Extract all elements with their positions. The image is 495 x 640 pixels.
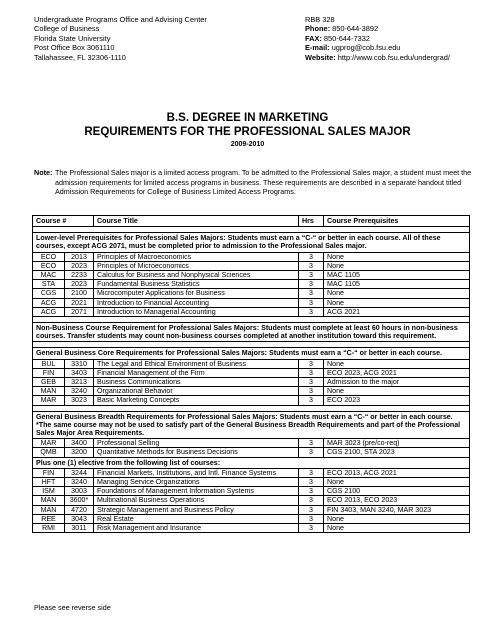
course-title: Multinational Business Operations — [94, 496, 299, 505]
course-title: Microcomputer Applications for Business — [94, 289, 299, 298]
course-row — [33, 524, 470, 533]
course-prefix: MAN — [33, 387, 65, 396]
course-prerequisites: None — [324, 298, 470, 307]
course-hours: 3 — [299, 271, 324, 280]
section-heading: General Business Core Requirements for Professional Sales Majors: Students must earn a “C-“ or better in each course. — [33, 348, 470, 359]
course-number: 4720 — [65, 505, 94, 514]
course-title: The Legal and Ethical Environment of Business — [94, 359, 299, 368]
course-title: Strategic Management and Business Policy — [94, 505, 299, 514]
course-number: 3403 — [65, 368, 94, 377]
section-heading-row — [33, 457, 470, 468]
contact-info — [305, 15, 450, 62]
course-title: Foundations of Management Information Systems — [94, 487, 299, 496]
course-prefix: ECO — [33, 252, 65, 261]
course-number: 3023 — [65, 396, 94, 405]
course-hours: 3 — [299, 289, 324, 298]
address-line: Tallahassee, FL 32306-1110 — [34, 52, 126, 62]
course-row — [33, 496, 470, 505]
course-prerequisites: MAC 1105 — [324, 280, 470, 289]
course-title: Introduction to Financial Accounting — [94, 298, 299, 307]
course-row — [33, 378, 470, 387]
course-title: Business Communications — [94, 378, 299, 387]
course-prefix: CGS — [33, 289, 65, 298]
course-row — [33, 448, 470, 457]
course-prerequisites: MAR 3023 (pre/co-req) — [324, 439, 470, 448]
course-row — [33, 261, 470, 270]
course-prerequisites: ECO 2013, ACG 2021 — [324, 468, 470, 477]
office-address — [34, 15, 207, 62]
course-title: Quantitative Methods for Business Decisions — [94, 448, 299, 457]
col-title: Course Title — [94, 216, 299, 227]
footer-note: Please see reverse side — [34, 603, 111, 612]
course-number: 3600* — [65, 496, 94, 505]
course-row — [33, 468, 470, 477]
course-prerequisites: ECO 2013, ECO 2023 — [324, 496, 470, 505]
phone-line: Phone: 850-644-3892 — [305, 24, 379, 34]
course-hours: 3 — [299, 368, 324, 377]
course-number: 2013 — [65, 252, 94, 261]
fax-line: FAX: 850-644-7332 — [305, 33, 370, 43]
course-prerequisites: None — [324, 514, 470, 523]
course-prefix: ISM — [33, 487, 65, 496]
course-prefix: RMI — [33, 524, 65, 533]
course-title: Calculus for Business and Nonphysical Sciences — [94, 271, 299, 280]
course-hours: 3 — [299, 487, 324, 496]
course-number: 3043 — [65, 514, 94, 523]
address-line: Florida State University — [34, 33, 111, 43]
course-hours: 3 — [299, 468, 324, 477]
col-course: Course # — [33, 216, 94, 227]
course-prerequisites: None — [324, 261, 470, 270]
course-row — [33, 487, 470, 496]
course-number: 3240 — [65, 478, 94, 487]
course-prefix: ECO — [33, 261, 65, 270]
course-title: Real Estate — [94, 514, 299, 523]
course-title: Principles of Microeconomics — [94, 261, 299, 270]
degree-title: B.S. DEGREE IN MARKETING — [166, 112, 329, 124]
course-prefix: MAN — [33, 496, 65, 505]
course-title: Principles of Macroeconomics — [94, 252, 299, 261]
course-prefix: ACG — [33, 307, 65, 316]
course-title: Introduction to Managerial Accounting — [94, 307, 299, 316]
address-line: Undergraduate Programs Office and Advising Center — [34, 15, 207, 24]
course-row — [33, 307, 470, 316]
course-number: 2023 — [65, 261, 94, 270]
course-prerequisites: Admission to the major — [324, 378, 470, 387]
course-number: 3003 — [65, 487, 94, 496]
course-row — [33, 359, 470, 368]
section-heading-row — [33, 233, 470, 252]
course-number: 3011 — [65, 524, 94, 533]
course-row — [33, 396, 470, 405]
section-heading: Plus one (1) elective from the following list of courses: — [33, 457, 470, 468]
course-title: Financial Markets, Institutions, and Intl. Finance Systems — [94, 468, 299, 477]
course-row — [33, 298, 470, 307]
course-hours: 3 — [299, 307, 324, 316]
course-prerequisites: FIN 3403, MAN 3240, MAR 3023 — [324, 505, 470, 514]
course-prefix: MAR — [33, 439, 65, 448]
course-prefix: MAN — [33, 505, 65, 514]
course-hours: 3 — [299, 280, 324, 289]
email-line: E-mail: ugprog@cob.fsu.edu — [305, 43, 401, 53]
course-prerequisites: None — [324, 359, 470, 368]
course-hours: 3 — [299, 478, 324, 487]
col-hrs: Hrs — [299, 216, 324, 227]
course-prefix: GEB — [33, 378, 65, 387]
section-heading-row — [33, 348, 470, 359]
course-number: 2233 — [65, 271, 94, 280]
course-prefix: MAR — [33, 396, 65, 405]
course-number: 3240 — [65, 387, 94, 396]
course-hours: 3 — [299, 298, 324, 307]
course-number: 2071 — [65, 307, 94, 316]
section-heading-row — [33, 411, 470, 439]
course-prerequisites: None — [324, 524, 470, 533]
course-hours: 3 — [299, 387, 324, 396]
course-prefix: ACG — [33, 298, 65, 307]
course-row — [33, 289, 470, 298]
course-prefix: FIN — [33, 368, 65, 377]
course-prefix: QMB — [33, 448, 65, 457]
course-title: Financial Management of the Firm — [94, 368, 299, 377]
course-hours: 3 — [299, 505, 324, 514]
address-line: Post Office Box 3061110 — [34, 43, 115, 53]
course-number: 3244 — [65, 468, 94, 477]
course-hours: 3 — [299, 514, 324, 523]
course-prerequisites: ECO 2023 — [324, 396, 470, 405]
course-number: 3400 — [65, 439, 94, 448]
email-link[interactable]: ugprog@cob.fsu.edu — [329, 43, 401, 53]
note-text: The Professional Sales major is a limited access program. To be admitted to the Professional Sales major, a student must meet the admission requirements for limited access programs in business. These requirements are described in a separate handout titled Admission Requirements for College of Business Limited Access Programs. — [55, 168, 472, 197]
course-row — [33, 271, 470, 280]
course-prerequisites: MAC 1105 — [324, 271, 470, 280]
course-hours: 3 — [299, 396, 324, 405]
course-prefix: BUL — [33, 359, 65, 368]
website-line: Website: http://www.cob.fsu.edu/undergrad/ — [305, 52, 450, 62]
course-row — [33, 368, 470, 377]
course-title: Risk Management and Insurance — [94, 524, 299, 533]
course-row — [33, 252, 470, 261]
course-prerequisites: ACG 2021 — [324, 307, 470, 316]
course-prerequisites: None — [324, 289, 470, 298]
course-hours: 3 — [299, 359, 324, 368]
course-prerequisites: CGS 2100 — [324, 487, 470, 496]
course-title: Professional Selling — [94, 439, 299, 448]
course-row — [33, 514, 470, 523]
course-prerequisites: ECO 2023, ACG 2021 — [324, 368, 470, 377]
section-heading: General Business Breadth Requirements for Professional Sales Majors: Students must earn a “C-“ or better in each course. *The same course may not be used to satisfy part of the General Business Breadth Requirements and part of the Professional Sales Major Area Requirements. — [33, 411, 470, 439]
course-hours: 3 — [299, 439, 324, 448]
course-row — [33, 439, 470, 448]
course-prerequisites: None — [324, 478, 470, 487]
course-prefix: REE — [33, 514, 65, 523]
course-title: Basic Marketing Concepts — [94, 396, 299, 405]
course-hours: 3 — [299, 261, 324, 270]
section-heading: Non-Business Course Requirement for Professional Sales Majors: Students must complete at least 60 hours in non-business courses. Transfer students may count non-business courses completed at another institution toward this requirement. — [33, 323, 470, 342]
course-hours: 3 — [299, 524, 324, 533]
course-number: 3310 — [65, 359, 94, 368]
course-hours: 3 — [299, 496, 324, 505]
course-prerequisites: None — [324, 387, 470, 396]
course-prefix: FIN — [33, 468, 65, 477]
course-number: 2100 — [65, 289, 94, 298]
major-title: REQUIREMENTS FOR THE PROFESSIONAL SALES MAJOR — [84, 126, 411, 138]
col-prereq: Course Prerequisites — [324, 216, 470, 227]
admission-note — [34, 168, 474, 197]
course-number: 3200 — [65, 448, 94, 457]
course-prerequisites: None — [324, 252, 470, 261]
catalog-year: 2009-2010 — [230, 141, 265, 148]
course-title: Managing Service Organizations — [94, 478, 299, 487]
course-prerequisites: CGS 2100, STA 2023 — [324, 448, 470, 457]
course-row — [33, 387, 470, 396]
course-prefix: HFT — [33, 478, 65, 487]
section-heading: Lower-level Prerequisites for Professional Sales Majors: Students must earn a “C-“ or better in each course. All of these courses, except ACG 2071, must be completed prior to admission to the Professional Sales major. — [33, 233, 470, 252]
note-label: Note: — [34, 168, 53, 177]
course-number: 2021 — [65, 298, 94, 307]
course-row — [33, 280, 470, 289]
section-heading-row — [33, 323, 470, 342]
course-number: 2023 — [65, 280, 94, 289]
course-hours: 3 — [299, 448, 324, 457]
course-number: 3213 — [65, 378, 94, 387]
course-row — [33, 505, 470, 514]
website-link[interactable]: http://www.cob.fsu.edu/undergrad/ — [335, 52, 450, 62]
course-hours: 3 — [299, 252, 324, 261]
course-hours: 3 — [299, 378, 324, 387]
requirements-table — [32, 215, 470, 533]
column-header-row — [33, 216, 470, 227]
course-prefix: MAC — [33, 271, 65, 280]
course-title: Fundamental Business Statistics — [94, 280, 299, 289]
course-row — [33, 478, 470, 487]
room: RBB 328 — [305, 15, 335, 24]
address-line: College of Business — [34, 24, 100, 34]
course-prefix: STA — [33, 280, 65, 289]
course-title: Organizational Behavior — [94, 387, 299, 396]
